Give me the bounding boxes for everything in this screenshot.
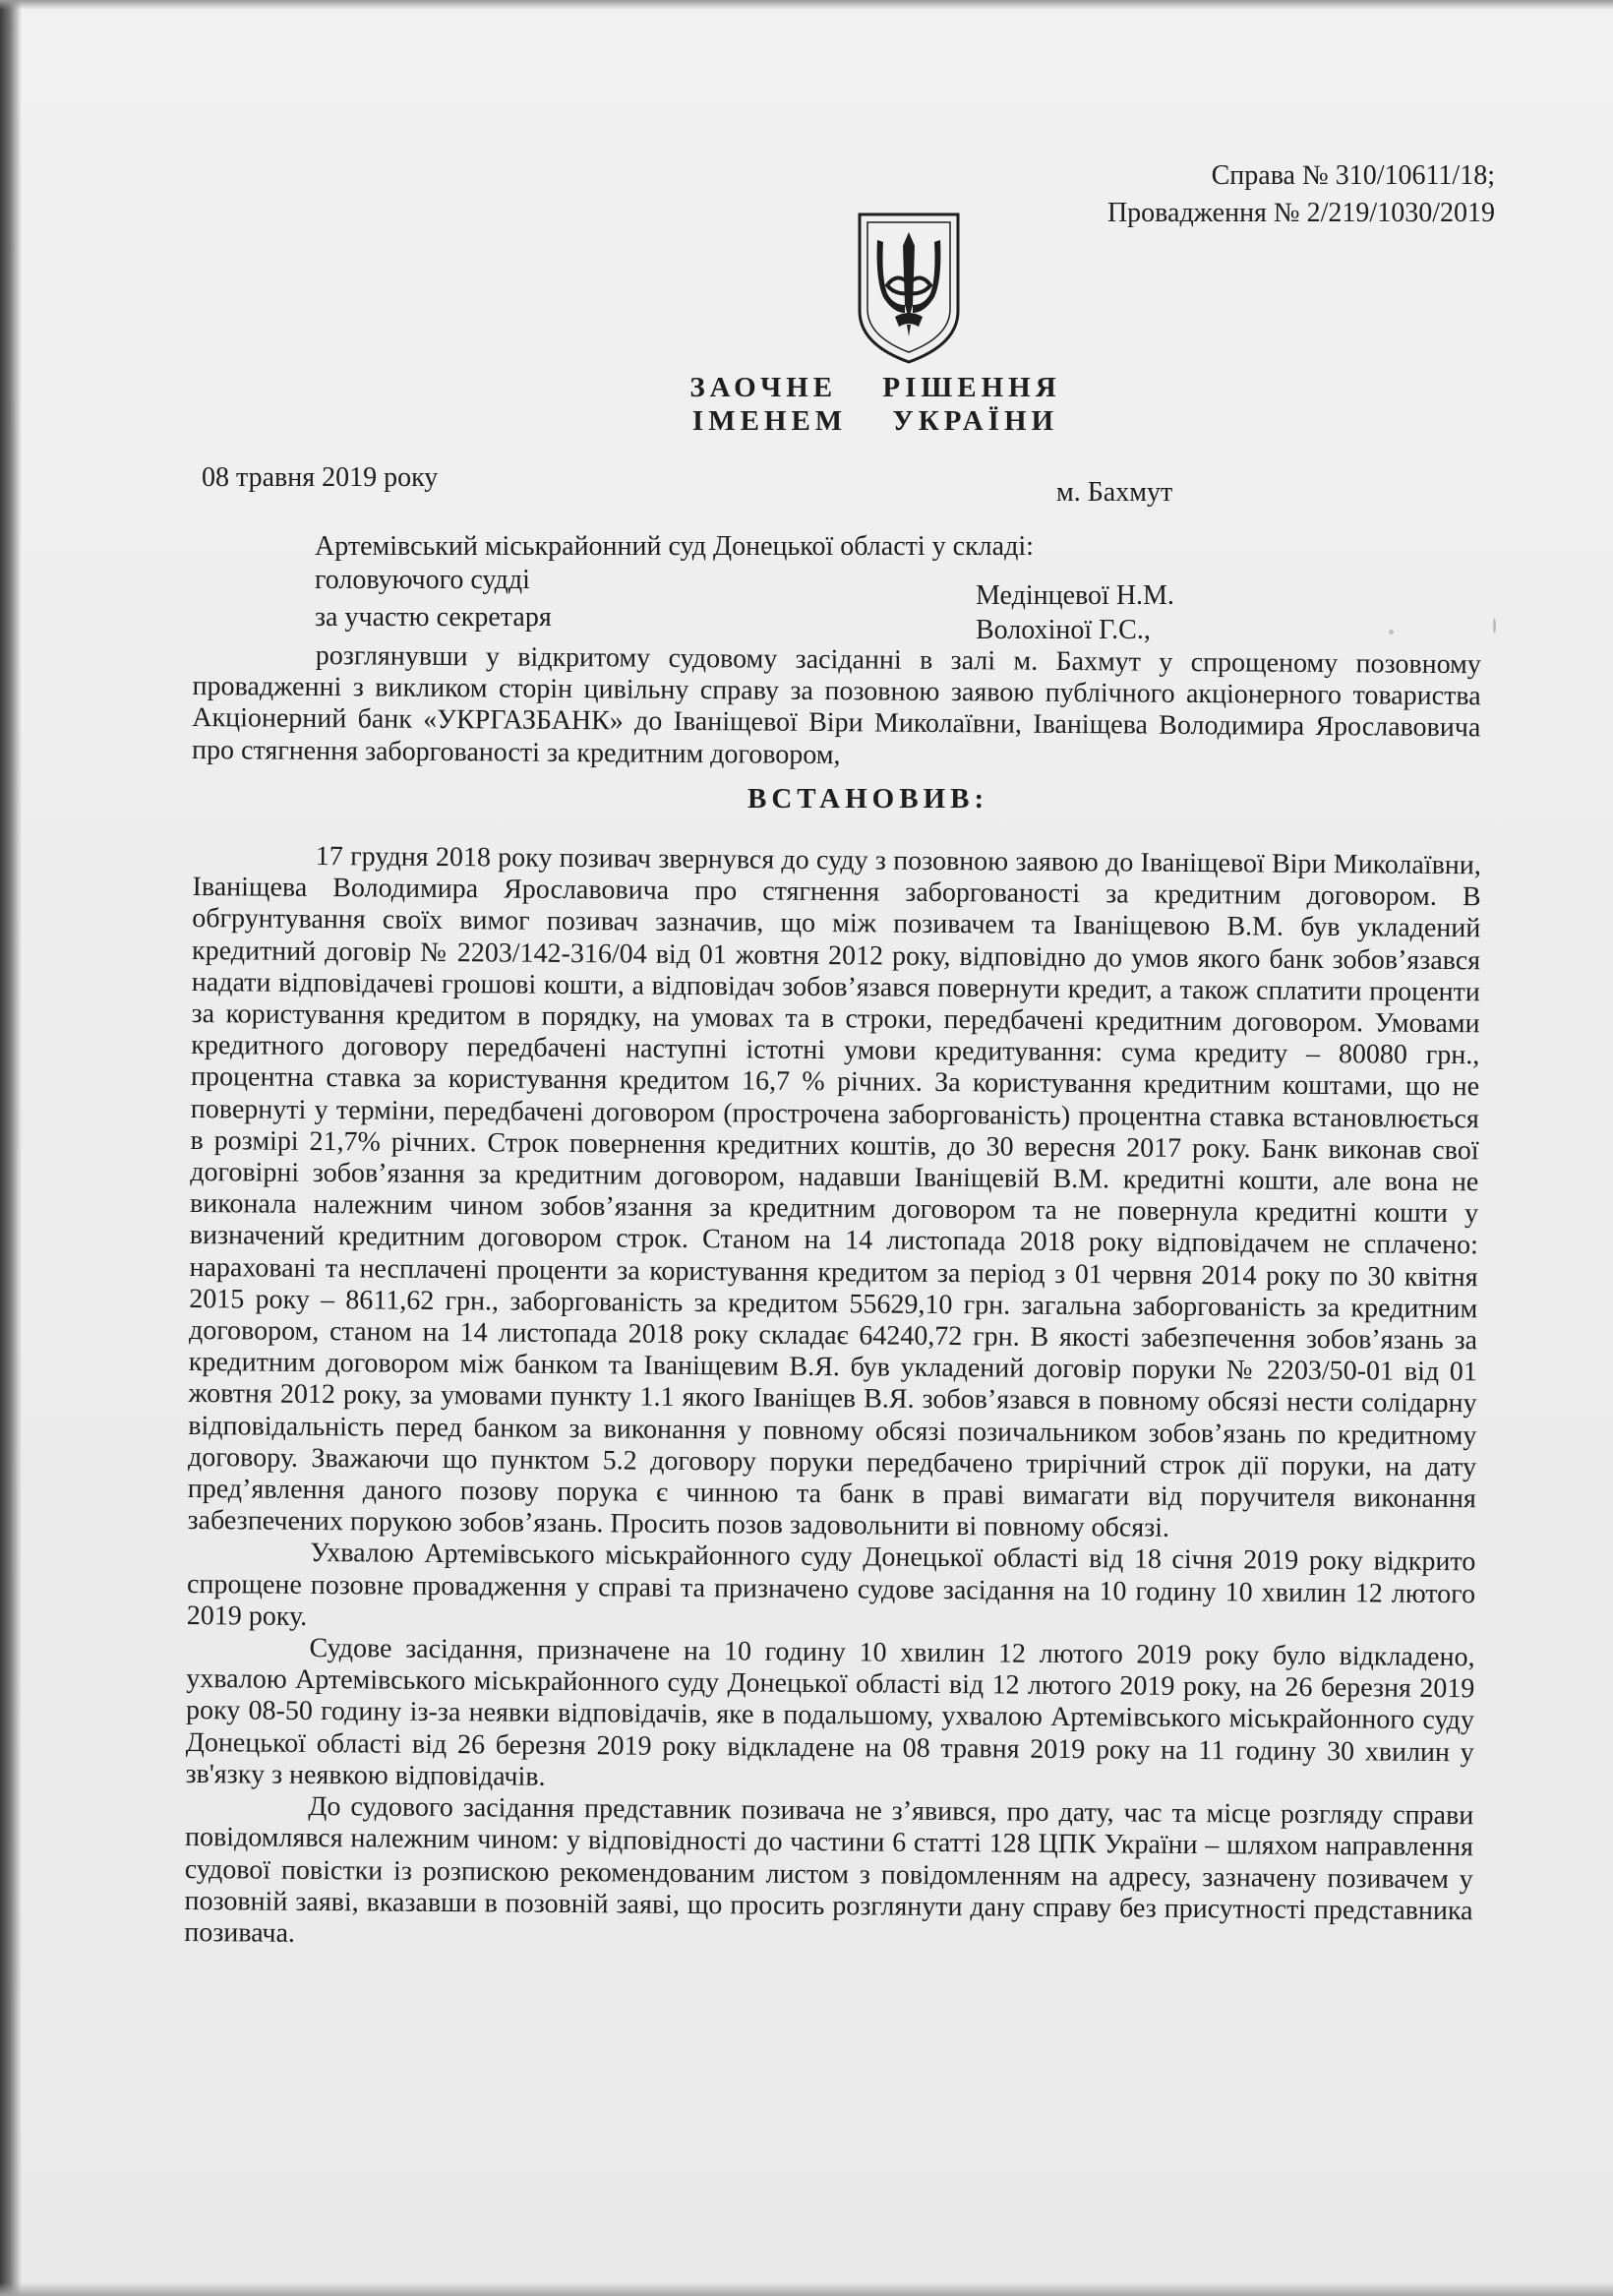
trident-coat-of-arms-icon <box>854 211 964 366</box>
scan-speck <box>1493 618 1496 634</box>
scan-edge-bottom <box>0 2282 1613 2296</box>
scan-speck <box>1389 630 1394 634</box>
presiding-judge-name: Медінцевої Н.М. <box>976 580 1174 611</box>
presiding-judge-label: головуючого судді <box>315 565 530 595</box>
section-heading: ВСТАНОВИВ: <box>747 783 989 815</box>
case-number: Справа № 310/10611/18; <box>1211 160 1495 191</box>
case-reference <box>1107 157 1495 232</box>
secretary-name: Волохіної Г.С., <box>976 615 1151 645</box>
proceeding-number: Провадження № 2/219/1030/2019 <box>1106 198 1495 228</box>
paragraph-plaintiff-absence: До судового засідання представник позивача не з’явився, про дату, час та місце розгляду справи повідомлявся належним чином: у відповідності до частини 6 статті 128 ЦПК України – шляхом направлення судової повістки із розпискою рекомендованим листом з повідомленням на адресу, зазначену позивачем у позовній заяві, вказавши в позовній заяві, що просить розглянути дану справу без присутності представника позивача. <box>184 1791 1474 1949</box>
intro-paragraph: розглянувши у відкритому судовому засіданні в залі м. Бахмут у спрощеному позовному провадженні з викликом сторін цивільну справу за позовною заявою публічного акціонерного товариства Акціонерний банк «УКРГАЗБАНК» до Іваніщевої Віри Миколаївни, Іваніщева Володимира Ярославовича про стягнення заборгованості за кредитним договором, <box>191 639 1481 770</box>
secretary-label: за участю секретаря <box>315 602 552 633</box>
decision-city: м. Бахмут <box>1056 477 1173 508</box>
paragraph-claim: 17 грудня 2018 року позивач звернувся до суду з позовною заявою до Іваніщевої Віри Миколаївни, Іваніщева Володимира Ярославовича про стягнення заборгованості за кредитним договором. В обгрунтування своїх вимог позивач зазначив, що між позивачем та Іваніщевою В.М. був укладений кредитний договір № 2203/142-316/04 від 01 жовтня 2012 року, відповідно до умов якого банк зобов’язався надати відповідачеві грошові кошти, а відповідач зобов’язався повернути кредит, а також сплатити проценти за користування кредитом в порядку, на умовах та в строки, передбачені кредитним договором. Умовами кредитного договору передбачені наступні істотні умови кредитування: сума кредиту – 80080 грн., процентна ставка за користування кредитом 16,7 % річних. За користування кредитним коштами, що не повернуті у терміни, передбачені договором (прострочена заборгованість) процентна ставка встановлюється в розмірі 21,7% річних. Строк повернення кредитних коштів, до 30 вересня 2017 року. Банк виконав свої договірні зобов’язання за кредитним договором, надавши Іваніщевій В.М. кредитні кошти, але вона не виконала належним чином зобов’язання за кредитним договором та не повернула кредитні кошти у визначений кредитним договором строк. Станом на 14 листопада 2018 року відповідачем не сплачено: нараховані та несплачені проценти за користування кредитом за період з 01 червня 2014 року по 30 квітня 2015 року – 8611,62 грн., заборгованість за кредитом 55629,10 грн. загальна заборгованість за кредитним договором, станом на 14 листопада 2018 року складає 64240,72 грн. В якості забезпечення зобов’язань за кредитним договором між банком та Іваніщевим В.Я. був укладений договір поруки № 2203/50-01 від 01 жовтня 2012 року, за умовами пункту 1.1 якого Іваніщев В.Я. зобов’язався в повному обсязі нести солідарну відповідальність перед банком за виконання у повному обсязі позичальником зобов’язань по кредитному договору. Зважаючи що пунктом 5.2 договору поруки передбачено трирічний строк дії поруки, на дату пред’явлення даного позову порука є чинною та банк в праві вимагати від поручителя виконання забезпечених порукою зобов’язань. Просить позов задовольнити ві повному обсязі. <box>187 840 1481 1544</box>
scan-edge-left <box>0 0 22 2296</box>
paragraph-proceedings-opened: Ухвалою Артемівського міськрайонного суду Донецької області від 18 січня 2019 року відкрито спрощене позовне провадження у справі та призначено судове засідання на 10 годину 10 хвилин 12 лютого 2019 року. <box>186 1538 1476 1632</box>
decision-title: ЗАОЧНЕ РІШЕННЯ <box>689 372 1061 403</box>
court-composition: Артемівський міськрайонний суд Донецької області у складі: <box>315 531 1034 562</box>
findings-block <box>184 840 1481 1959</box>
decision-subtitle: ІМЕНЕМ УКРАЇНИ <box>691 405 1059 437</box>
intro-block <box>192 639 1481 776</box>
paragraph-postponement: Судове засідання, призначене на 10 годину 10 хвилин 12 лютого 2019 року було відкладено, ухвалою Артемівського міськрайонного суду Донецької області від 12 лютого 2019 року, на 26 березня 2019 року 08-50 годину із-за неявки відповідачів, яке в подальшому, ухвалою Артемівського міськрайонного суду Донецької області від 26 березня 2019 року відкладене на 08 травня 2019 року на 11 годину 30 хвилин у зв'язку з неявкою відповідачів. <box>185 1633 1475 1792</box>
scan-edge-top <box>0 0 1613 10</box>
decision-date: 08 травня 2019 року <box>202 462 439 493</box>
